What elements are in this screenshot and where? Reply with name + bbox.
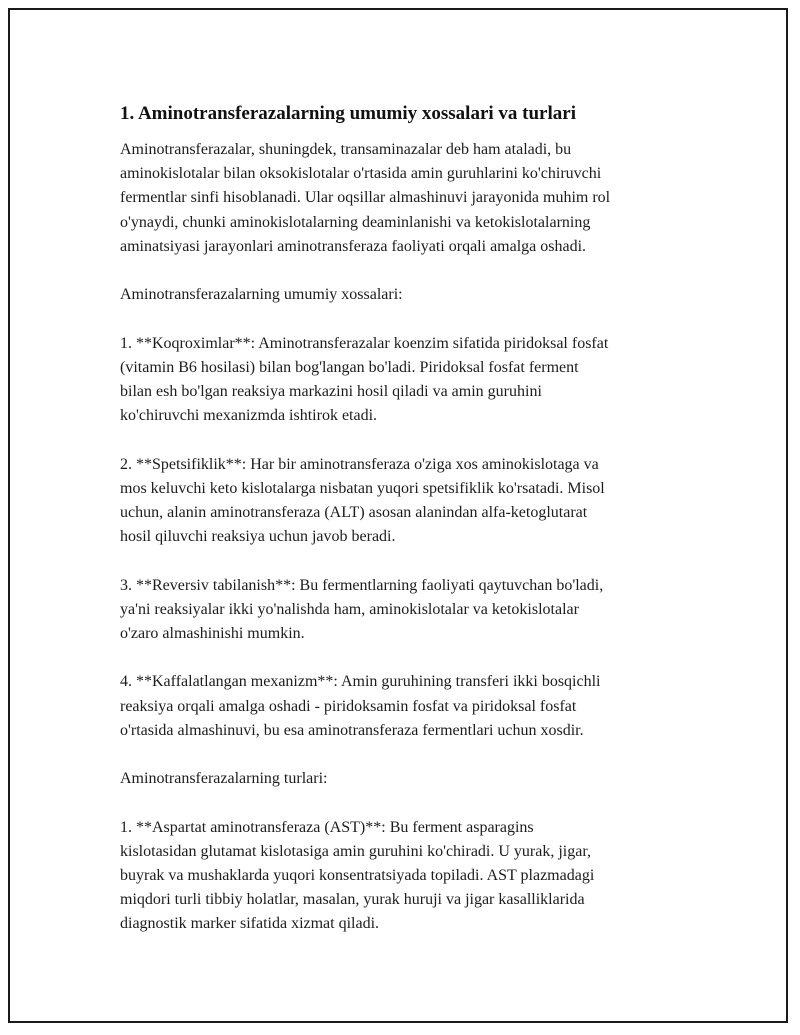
text-line: (vitamin B6 hosilasi) bilan bog'langan bo'ladi. Piridoksal fosfat ferment [120, 358, 579, 376]
text-line: hosil qiluvchi reaksiya uchun javob beradi. [120, 528, 396, 546]
property-item-2 [120, 453, 695, 550]
text-line: Aminotransferazalarning turlari: [120, 770, 328, 788]
text-line: uchun, alanin aminotransferaza (ALT) asosan alanindan alfa-ketoglutarat [120, 504, 588, 521]
text-line: 2. **Spetsifiklik**: Har bir aminotransferaza o'ziga xos aminokislotaga va [120, 455, 599, 473]
document-body [120, 102, 695, 961]
text-line: aminatsiyasi jarayonlari aminotransferaza faoliyati orqali amalga oshadi. [120, 237, 587, 255]
text-line: diagnostik marker sifatida xizmat qiladi. [120, 915, 380, 933]
text-line: o'zaro almashinishi mumkin. [120, 625, 305, 642]
types-heading [120, 767, 695, 791]
property-item-1 [120, 332, 695, 429]
text-line: reaksiya orqali amalga oshadi - piridoksamin fosfat va piridoksal fosfat [120, 697, 577, 715]
text-line: miqdori turli tibbiy holatlar, masalan, yurak huruji va jigar kasalliklarida [120, 891, 585, 909]
text-line: 1. **Aspartat aminotransferaza (AST)**: Bu ferment asparagins [120, 818, 534, 836]
text-line: Aminotransferazalar, shuningdek, transaminazalar deb ham ataladi, bu [120, 141, 572, 158]
text-line: o'rtasida almashinuvi, bu esa aminotransferaza fermentlari uchun xosdir. [120, 721, 584, 739]
properties-heading [120, 283, 695, 307]
property-item-4 [120, 670, 695, 743]
text-line: buyrak va mushaklarda yuqori konsentratsiyada topiladi. AST plazmadagi [120, 866, 595, 884]
text-line: 3. **Reversiv tabilanish**: Bu fermentlarning faoliyati qaytuvchan bo'ladi, [120, 576, 604, 594]
text-line: kislotasidan glutamat kislotasiga amin guruhini ko'chiradi. U yurak, jigar, [120, 842, 592, 860]
page-frame [8, 8, 788, 1023]
text-line: o'ynaydi, chunki aminokislotalarning deaminlanishi va ketokislotalarning [120, 213, 591, 231]
text-line: aminokislotalar bilan oksokislotalar o'rtasida amin guruhlarini ko'chiruvchi [120, 165, 602, 183]
text-line: Aminotransferazalarning umumiy xossalari: [120, 286, 403, 304]
document-title: 1. Aminotransferazalarning umumiy xossalari va turlari [120, 103, 576, 124]
text-line: ko'chiruvchi mexanizmda ishtirok etadi. [120, 407, 378, 425]
intro-paragraph [120, 138, 695, 259]
type-item-1 [120, 816, 695, 937]
text-line: 1. **Koqroximlar**: Aminotransferazalar koenzim sifatida piridoksal fosfat [120, 334, 609, 352]
property-item-3 [120, 574, 695, 647]
text-line: mos keluvchi keto kislotalarga nisbatan yuqori spetsifiklik ko'rsatadi. Misol [120, 479, 605, 497]
text-line: 4. **Kaffalatlangan mexanizm**: Amin guruhining transferi ikki bosqichli [120, 673, 601, 691]
text-line: fermentlar sinfi hisoblanadi. Ular oqsillar almashinuvi jarayonida muhim rol [120, 189, 611, 207]
text-line: ya'ni reaksiyalar ikki yo'nalishda ham, aminokislotalar va ketokislotalar [120, 600, 579, 618]
text-line: bilan esh bo'lgan reaksiya markazini hosil qiladi va amin guruhini [120, 383, 542, 400]
